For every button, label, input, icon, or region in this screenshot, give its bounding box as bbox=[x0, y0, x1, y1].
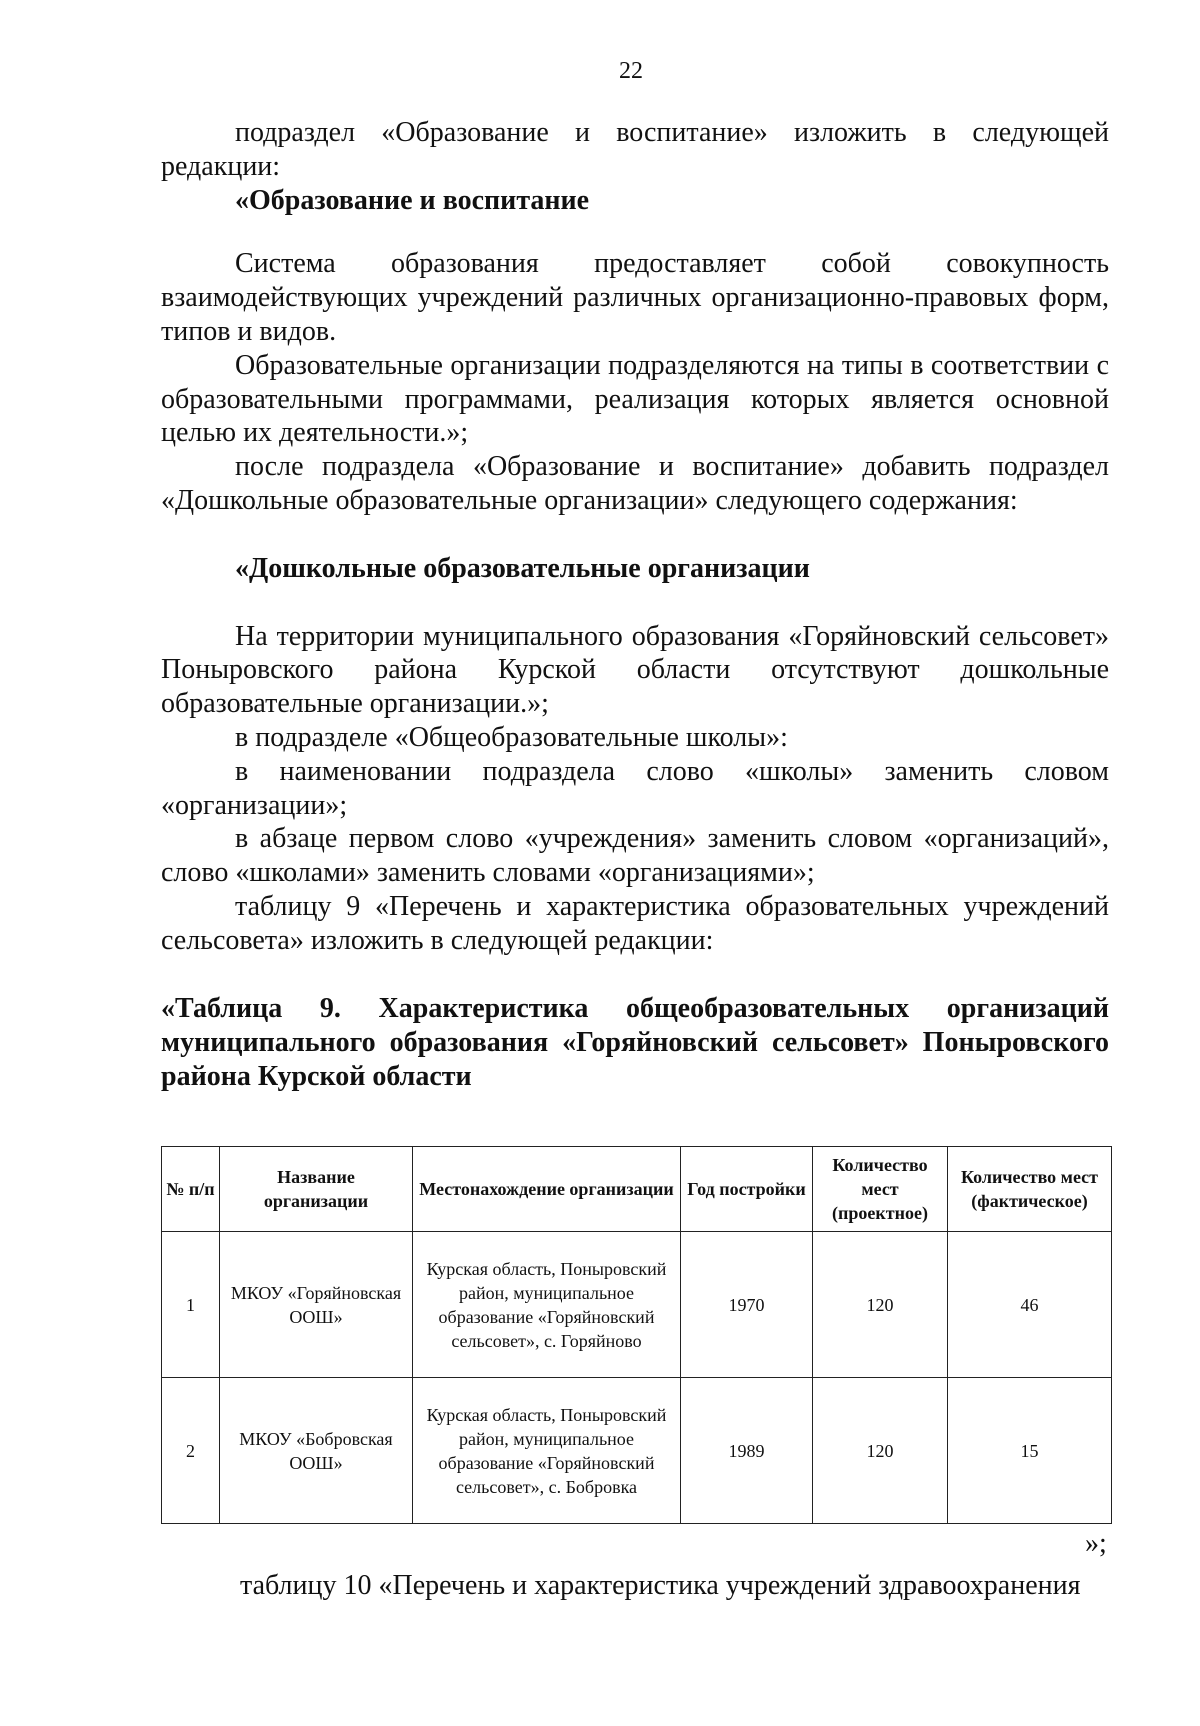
cell-location: Курская область, Поныровский район, муниципальное образование «Горяйновский сельсовет», с. Бобровка bbox=[413, 1378, 681, 1524]
cell-year: 1970 bbox=[681, 1232, 813, 1378]
table-container bbox=[161, 1146, 1111, 1524]
paragraph-3: Образовательные организации подразделяются на типы в соответствии с образовательными программами, реализация которых является основной целью их деятельности.»; bbox=[161, 349, 1109, 449]
paragraph-2: Система образования предоставляет собой совокупность взаимодействующих учреждений различных организационно-правовых форм, типов и видов. bbox=[161, 248, 1109, 347]
table-title: «Таблица 9. Характеристика общеобразовательных организаций муниципального образования «Горяйновский сельсовет» Поныровского района Курской области bbox=[161, 992, 1109, 1092]
cell-year: 1989 bbox=[681, 1378, 813, 1524]
cell-capacity-actual: 46 bbox=[948, 1232, 1112, 1378]
paragraph-5: На территории муниципального образования «Горяйновский сельсовет» Поныровского района Курской области отсутствуют дошкольные образовательные организации.»; bbox=[161, 620, 1109, 720]
closing-quote-mark: »; bbox=[1085, 1528, 1107, 1559]
header-capacity-actual: Количество мест (фактическое) bbox=[948, 1147, 1112, 1232]
cell-name: МКОУ «Бобровская ООШ» bbox=[220, 1378, 413, 1524]
table-row bbox=[162, 1378, 1112, 1524]
paragraph-8: в абзаце первом слово «учреждения» заменить словом «организаций», слово «школами» заменить словами «организациями»; bbox=[161, 823, 1109, 889]
header-name: Название организации bbox=[220, 1147, 413, 1232]
header-capacity-design: Количество мест (проектное) bbox=[813, 1147, 948, 1232]
cell-number: 1 bbox=[162, 1232, 220, 1378]
paragraph-9: таблицу 9 «Перечень и характеристика образовательных учреждений сельсовета» изложить в следующей редакции: bbox=[161, 890, 1109, 956]
table-row bbox=[162, 1232, 1112, 1378]
schools-table bbox=[161, 1146, 1112, 1524]
document-body bbox=[161, 116, 1109, 1094]
cell-capacity-design: 120 bbox=[813, 1232, 948, 1378]
cell-name: МКОУ «Горяйновская ООШ» bbox=[220, 1232, 413, 1378]
paragraph-1: подраздел «Образование и воспитание» изложить в следующей редакции: bbox=[161, 117, 1109, 182]
heading-preschool: «Дошкольные образовательные организации bbox=[235, 552, 810, 584]
cell-location: Курская область, Поныровский район, муниципальное образование «Горяйновский сельсовет», с. Горяйново bbox=[413, 1232, 681, 1378]
paragraph-6: в подразделе «Общеобразовательные школы»: bbox=[235, 721, 788, 753]
page-number: 22 bbox=[619, 58, 643, 84]
paragraph-last: таблицу 10 «Перечень и характеристика учреждений здравоохранения bbox=[240, 1570, 1081, 1601]
header-year: Год постройки bbox=[681, 1147, 813, 1232]
paragraph-7: в наименовании подраздела слово «школы» заменить словом «организации»; bbox=[161, 755, 1109, 821]
header-number: № п/п bbox=[162, 1147, 220, 1232]
cell-capacity-actual: 15 bbox=[948, 1378, 1112, 1524]
header-location: Местонахождение организации bbox=[413, 1147, 681, 1232]
table-header-row bbox=[162, 1147, 1112, 1232]
paragraph-4: после подраздела «Образование и воспитание» добавить подраздел «Дошкольные образовательные организации» следующего содержания: bbox=[161, 451, 1109, 516]
heading-education: «Образование и воспитание bbox=[235, 184, 590, 216]
cell-number: 2 bbox=[162, 1378, 220, 1524]
cell-capacity-design: 120 bbox=[813, 1378, 948, 1524]
